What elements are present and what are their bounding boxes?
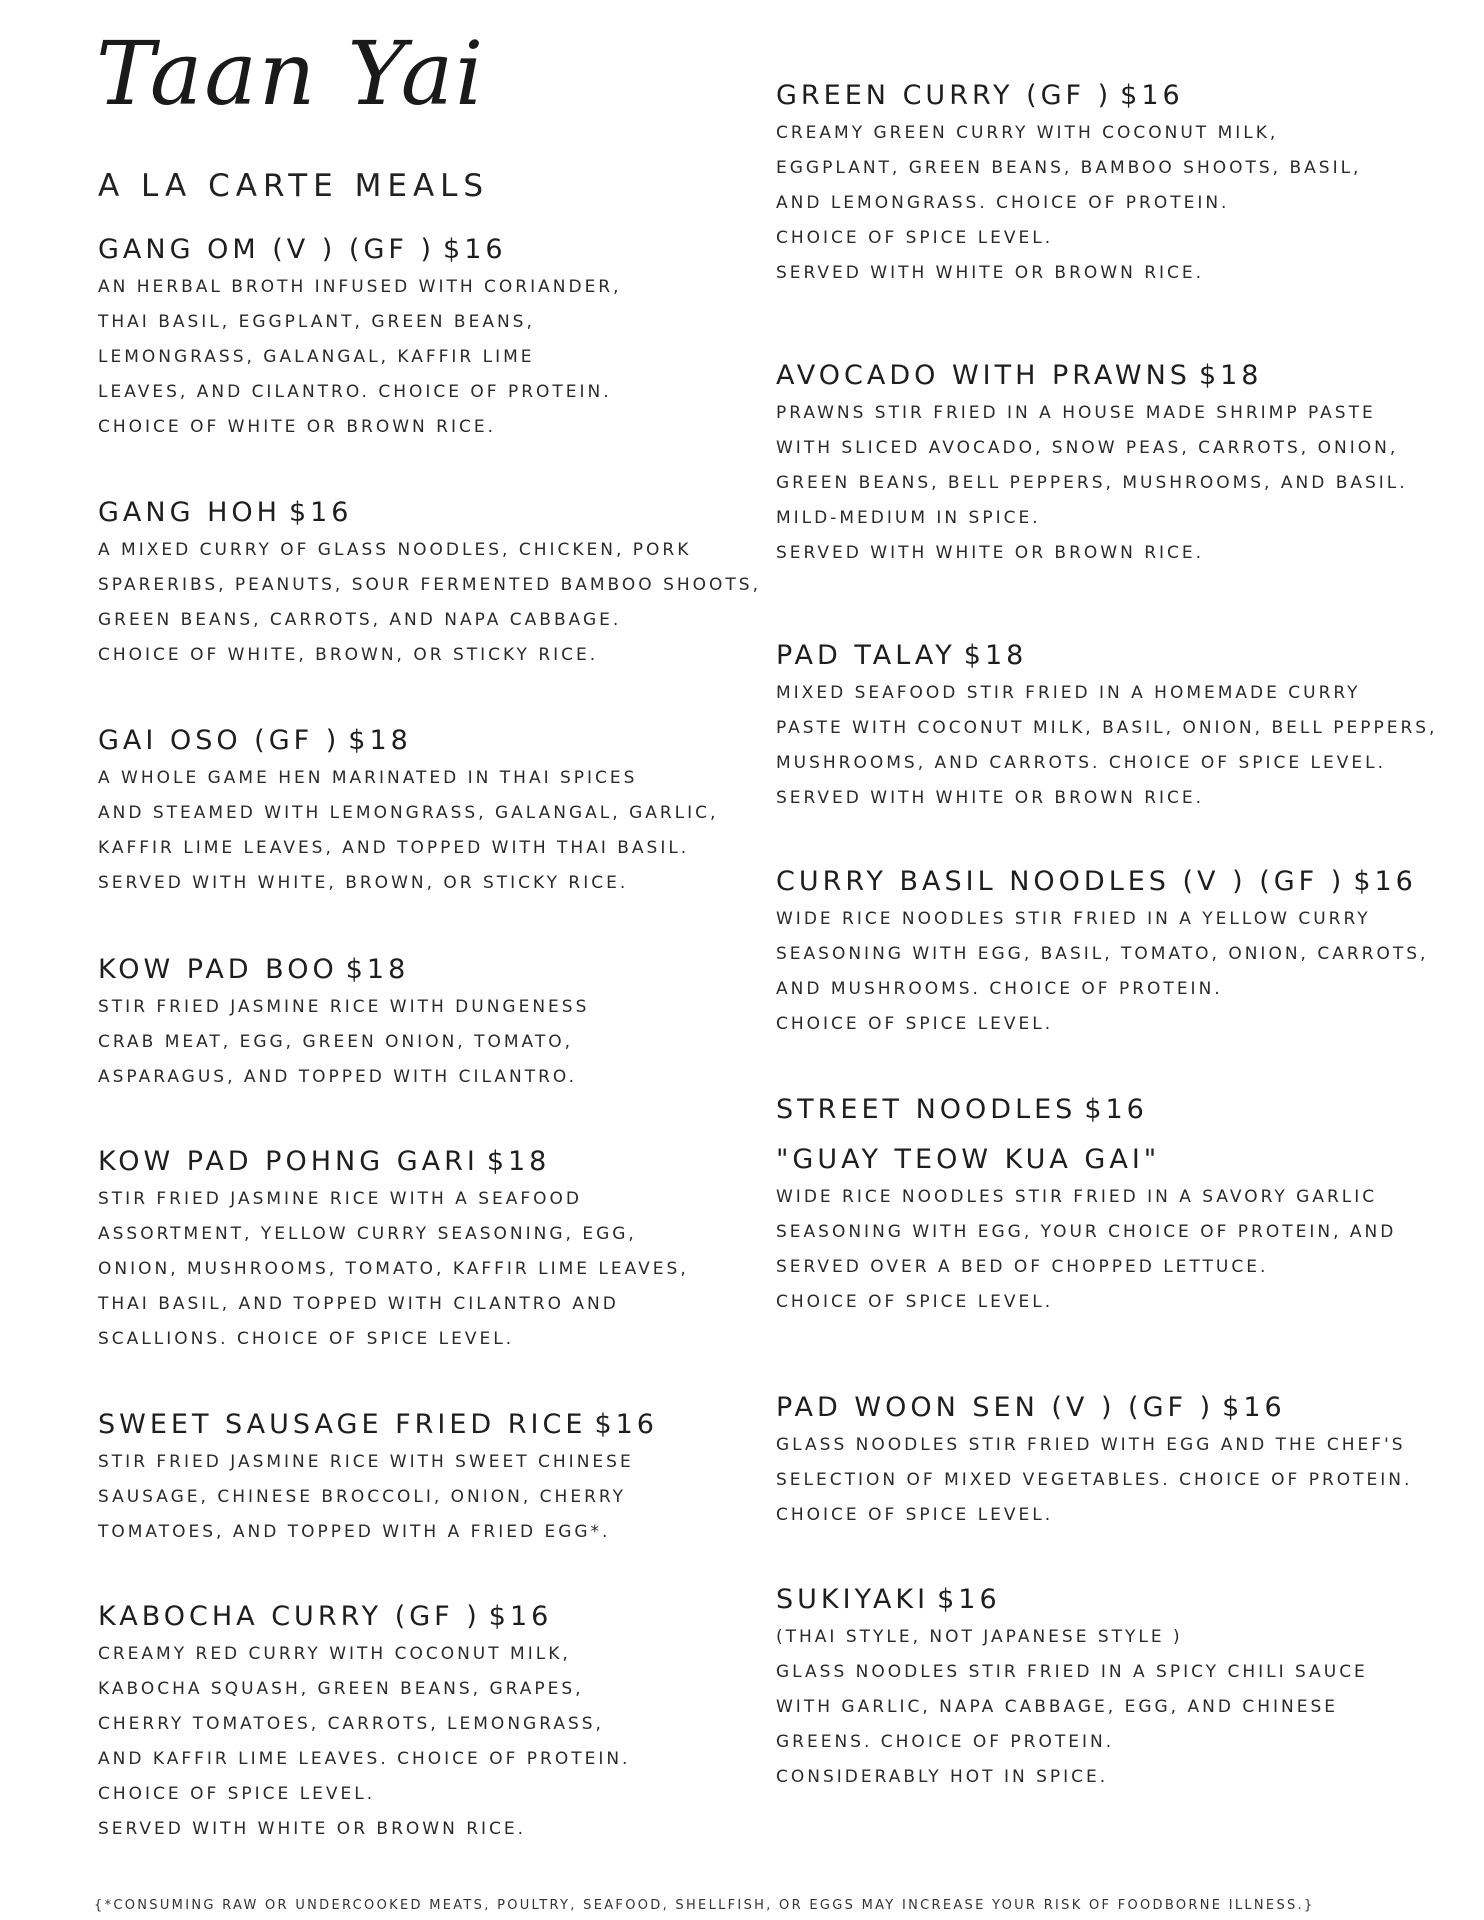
item-price: $18 <box>1198 360 1263 391</box>
item-price: $16 <box>288 497 353 528</box>
description-line: ONION, MUSHROOMS, TOMATO, KAFFIR LIME LEAVES, <box>98 1259 689 1279</box>
item-title <box>776 358 1456 394</box>
item-name: KOW PAD BOO <box>98 954 338 985</box>
item-title <box>776 638 1456 674</box>
description-line: THAI BASIL, EGGPLANT, GREEN BEANS, <box>98 312 535 332</box>
item-name: SUKIYAKI <box>776 1584 930 1615</box>
description-line: CHOICE OF SPICE LEVEL. <box>776 228 1054 248</box>
item-description <box>776 1428 1456 1533</box>
section-title: A LA CARTE MEALS <box>98 168 490 204</box>
item-title <box>98 952 758 988</box>
description-line: MIXED SEAFOOD STIR FRIED IN A HOMEMADE CURRY <box>776 683 1361 703</box>
menu-item <box>776 1092 1456 1320</box>
menu-item <box>776 358 1456 571</box>
description-line: AN HERBAL BROTH INFUSED WITH CORIANDER, <box>98 277 622 297</box>
description-line: CHOICE OF SPICE LEVEL. <box>98 1784 376 1804</box>
description-line: STIR FRIED JASMINE RICE WITH DUNGENESS <box>98 997 590 1017</box>
description-line: SCALLIONS. CHOICE OF SPICE LEVEL. <box>98 1329 515 1349</box>
menu-item <box>98 723 758 901</box>
item-description <box>776 1180 1456 1320</box>
item-name: PAD TALAY <box>776 640 956 671</box>
description-line: STIR FRIED JASMINE RICE WITH A SEAFOOD <box>98 1189 582 1209</box>
item-name: KABOCHA CURRY (GF ) <box>98 1601 481 1632</box>
description-line: WITH GARLIC, NAPA CABBAGE, EGG, AND CHINESE <box>776 1697 1338 1717</box>
description-line: THAI BASIL, AND TOPPED WITH CILANTRO AND <box>98 1294 619 1314</box>
description-line: AND KAFFIR LIME LEAVES. CHOICE OF PROTEIN. <box>98 1749 631 1769</box>
description-line: GREENS. CHOICE OF PROTEIN. <box>776 1732 1115 1752</box>
item-title <box>98 1144 758 1180</box>
item-title <box>98 1407 758 1443</box>
description-line: CHERRY TOMATOES, CARROTS, LEMONGRASS, <box>98 1714 604 1734</box>
description-line: CREAMY RED CURRY WITH COCONUT MILK, <box>98 1644 571 1664</box>
item-title <box>98 495 758 531</box>
item-name: KOW PAD POHNG GARI <box>98 1146 479 1177</box>
item-name: GAI OSO (GF ) <box>98 725 341 756</box>
description-line: GLASS NOODLES STIR FRIED WITH EGG AND THE CHEF'S <box>776 1435 1406 1455</box>
description-line: SERVED WITH WHITE OR BROWN RICE. <box>776 263 1205 283</box>
menu-item <box>98 1407 758 1550</box>
item-description <box>776 1620 1456 1795</box>
item-price: $18 <box>486 1146 551 1177</box>
description-line: CHOICE OF WHITE, BROWN, OR STICKY RICE. <box>98 645 599 665</box>
description-line: LEAVES, AND CILANTRO. CHOICE OF PROTEIN. <box>98 382 612 402</box>
item-title <box>776 1390 1456 1426</box>
item-price: $16 <box>443 234 507 265</box>
item-name: STREET NOODLES <box>776 1094 1077 1125</box>
menu-item <box>776 638 1456 816</box>
description-line: LEMONGRASS, GALANGAL, KAFFIR LIME <box>98 347 535 367</box>
description-line: CONSIDERABLY HOT IN SPICE. <box>776 1767 1109 1787</box>
description-line: (THAI STYLE, NOT JAPANESE STYLE ) <box>776 1627 1183 1647</box>
restaurant-logo: Taan Yai <box>96 22 486 125</box>
item-name: GREEN CURRY (GF ) <box>776 80 1113 111</box>
description-line: SAUSAGE, CHINESE BROCCOLI, ONION, CHERRY <box>98 1487 626 1507</box>
menu-item <box>98 952 758 1095</box>
item-price: $16 <box>1353 866 1417 897</box>
description-line: AND MUSHROOMS. CHOICE OF PROTEIN. <box>776 979 1223 999</box>
item-price: $18 <box>963 640 1028 671</box>
description-line: KABOCHA SQUASH, GREEN BEANS, GRAPES, <box>98 1679 584 1699</box>
description-line: SEASONING WITH EGG, YOUR CHOICE OF PROTEIN, AND <box>776 1222 1397 1242</box>
menu-item <box>776 1390 1456 1533</box>
menu-item <box>98 1599 758 1847</box>
item-description <box>98 533 762 673</box>
description-line: CHOICE OF WHITE OR BROWN RICE. <box>98 417 496 437</box>
menu-item <box>98 232 758 445</box>
menu-item <box>776 78 1456 291</box>
item-description <box>98 990 758 1095</box>
item-price: $16 <box>594 1409 658 1440</box>
menu-item <box>98 1144 758 1357</box>
description-line: CHOICE OF SPICE LEVEL. <box>776 1292 1054 1312</box>
description-line: SELECTION OF MIXED VEGETABLES. CHOICE OF PROTEIN. <box>776 1470 1413 1490</box>
description-line: PASTE WITH COCONUT MILK, BASIL, ONION, BELL PEPPERS, <box>776 718 1438 738</box>
item-title <box>98 1599 758 1635</box>
item-description <box>776 396 1456 571</box>
description-line: CHOICE OF SPICE LEVEL. <box>776 1505 1054 1525</box>
menu-item <box>776 1582 1456 1795</box>
item-description <box>98 1182 758 1357</box>
description-line: CREAMY GREEN CURRY WITH COCONUT MILK, <box>776 123 1279 143</box>
description-line: SPARERIBS, PEANUTS, SOUR FERMENTED BAMBOO SHOOTS, <box>98 575 762 595</box>
description-line: SERVED WITH WHITE OR BROWN RICE. <box>776 543 1205 563</box>
footnote-disclaimer: {*CONSUMING RAW OR UNDERCOOKED MEATS, POULTRY, SEAFOOD, SHELLFISH, OR EGGS MAY INCREASE YOUR RISK OF FOODBORNE ILLNESS.} <box>94 1898 1315 1913</box>
description-line: WIDE RICE NOODLES STIR FRIED IN A YELLOW CURRY <box>776 909 1371 929</box>
item-title <box>776 1092 1456 1128</box>
item-name: CURRY BASIL NOODLES (V ) (GF ) <box>776 866 1346 897</box>
item-title <box>776 1582 1456 1618</box>
description-line: WITH SLICED AVOCADO, SNOW PEAS, CARROTS, ONION, <box>776 438 1399 458</box>
item-name: SWEET SAUSAGE FRIED RICE <box>98 1409 587 1440</box>
description-line: TOMATOES, AND TOPPED WITH A FRIED EGG*. <box>98 1522 611 1542</box>
description-line: SERVED OVER A BED OF CHOPPED LETTUCE. <box>776 1257 1269 1277</box>
item-description <box>98 1445 758 1550</box>
description-line: WIDE RICE NOODLES STIR FRIED IN A SAVORY GARLIC <box>776 1187 1378 1207</box>
description-line: SERVED WITH WHITE OR BROWN RICE. <box>776 788 1205 808</box>
item-description <box>776 676 1456 816</box>
description-line: MUSHROOMS, AND CARROTS. CHOICE OF SPICE LEVEL. <box>776 753 1387 773</box>
description-line: PRAWNS STIR FRIED IN A HOUSE MADE SHRIMP PASTE <box>776 403 1376 423</box>
description-line: SERVED WITH WHITE OR BROWN RICE. <box>98 1819 527 1839</box>
description-line: CRAB MEAT, EGG, GREEN ONION, TOMATO, <box>98 1032 574 1052</box>
description-line: CHOICE OF SPICE LEVEL. <box>776 1014 1054 1034</box>
item-description <box>98 761 758 901</box>
item-title <box>776 78 1456 114</box>
description-line: GREEN BEANS, CARROTS, AND NAPA CABBAGE. <box>98 610 622 630</box>
description-line: STIR FRIED JASMINE RICE WITH SWEET CHINESE <box>98 1452 634 1472</box>
description-line: ASPARAGUS, AND TOPPED WITH CILANTRO. <box>98 1067 578 1087</box>
item-price: $18 <box>345 954 410 985</box>
description-line: A WHOLE GAME HEN MARINATED IN THAI SPICES <box>98 768 638 788</box>
description-line: AND STEAMED WITH LEMONGRASS, GALANGAL, GARLIC, <box>98 803 719 823</box>
item-price: $16 <box>1222 1392 1286 1423</box>
item-description <box>98 1637 758 1847</box>
description-line: EGGPLANT, GREEN BEANS, BAMBOO SHOOTS, BASIL, <box>776 158 1362 178</box>
description-line: A MIXED CURRY OF GLASS NOODLES, CHICKEN, PORK <box>98 540 692 560</box>
menu-item <box>98 495 762 673</box>
item-name: GANG OM (V ) (GF ) <box>98 234 436 265</box>
item-title <box>98 723 758 759</box>
item-name: GANG HOH <box>98 497 281 528</box>
description-line: AND LEMONGRASS. CHOICE OF PROTEIN. <box>776 193 1230 213</box>
item-price: $16 <box>937 1584 1001 1615</box>
item-description <box>98 270 758 445</box>
item-description <box>776 116 1456 291</box>
item-price: $18 <box>348 725 412 756</box>
menu-item <box>776 864 1456 1042</box>
item-price: $16 <box>488 1601 553 1632</box>
item-title <box>98 232 758 268</box>
item-title <box>776 864 1456 900</box>
description-line: ASSORTMENT, YELLOW CURRY SEASONING, EGG, <box>98 1224 637 1244</box>
description-line: KAFFIR LIME LEAVES, AND TOPPED WITH THAI BASIL. <box>98 838 690 858</box>
item-name: AVOCADO WITH PRAWNS <box>776 360 1191 391</box>
item-price: $16 <box>1084 1094 1148 1125</box>
description-line: GREEN BEANS, BELL PEPPERS, MUSHROOMS, AND BASIL. <box>776 473 1408 493</box>
item-subtitle: "GUAY TEOW KUA GAI" <box>776 1144 1161 1175</box>
item-price: $16 <box>1120 80 1184 111</box>
description-line: SEASONING WITH EGG, BASIL, TOMATO, ONION, CARROTS, <box>776 944 1429 964</box>
description-line: GLASS NOODLES STIR FRIED IN A SPICY CHILI SAUCE <box>776 1662 1368 1682</box>
description-line: SERVED WITH WHITE, BROWN, OR STICKY RICE. <box>98 873 629 893</box>
item-name: PAD WOON SEN (V ) (GF ) <box>776 1392 1215 1423</box>
description-line: MILD-MEDIUM IN SPICE. <box>776 508 1041 528</box>
item-description <box>776 902 1456 1042</box>
